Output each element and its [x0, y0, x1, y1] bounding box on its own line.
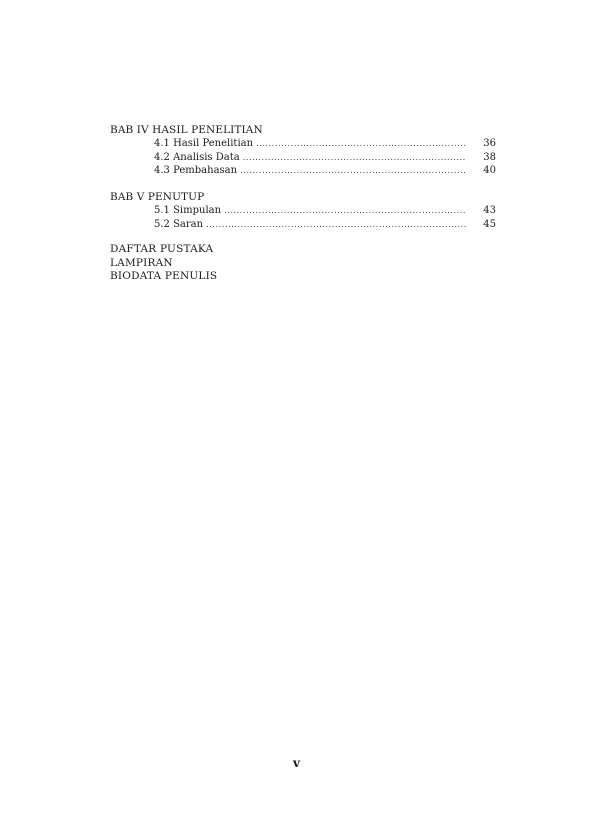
toc-daftar-pustaka: DAFTAR PUSTAKA — [110, 243, 214, 255]
toc-entry-page: 36 — [483, 138, 496, 149]
toc-entry-label: 5.2 Saran — [154, 219, 204, 230]
toc-entry-label: 4.1 Hasil Penelitian — [154, 138, 254, 149]
toc-biodata-penulis: BIODATA PENULIS — [110, 270, 218, 282]
toc-entry-label: 4.2 Analisis Data — [154, 152, 240, 163]
toc-entry — [154, 137, 496, 150]
toc-entry — [154, 151, 496, 164]
toc-entry — [154, 218, 496, 231]
chapter-heading-bab-v: BAB V PENUTUP — [110, 191, 205, 203]
dot-leader — [256, 137, 466, 150]
chapter-heading-bab-iv: BAB IV HASIL PENELITIAN — [110, 124, 263, 136]
dot-leader — [240, 164, 466, 177]
dot-leader — [206, 218, 466, 231]
page-number: v — [293, 756, 300, 770]
dot-leader — [243, 151, 466, 164]
toc-entry-page: 43 — [483, 205, 496, 216]
toc-entry-label: 4.3 Pembahasan — [154, 165, 238, 176]
toc-entry — [154, 204, 496, 217]
dot-leader — [224, 204, 466, 217]
toc-lampiran: LAMPIRAN — [110, 257, 173, 269]
toc-entry — [154, 164, 496, 177]
toc-entry-page: 45 — [483, 219, 496, 230]
toc-entry-label: 5.1 Simpulan — [154, 205, 222, 216]
toc-entry-page: 40 — [483, 165, 496, 176]
toc-entry-page: 38 — [483, 152, 496, 163]
